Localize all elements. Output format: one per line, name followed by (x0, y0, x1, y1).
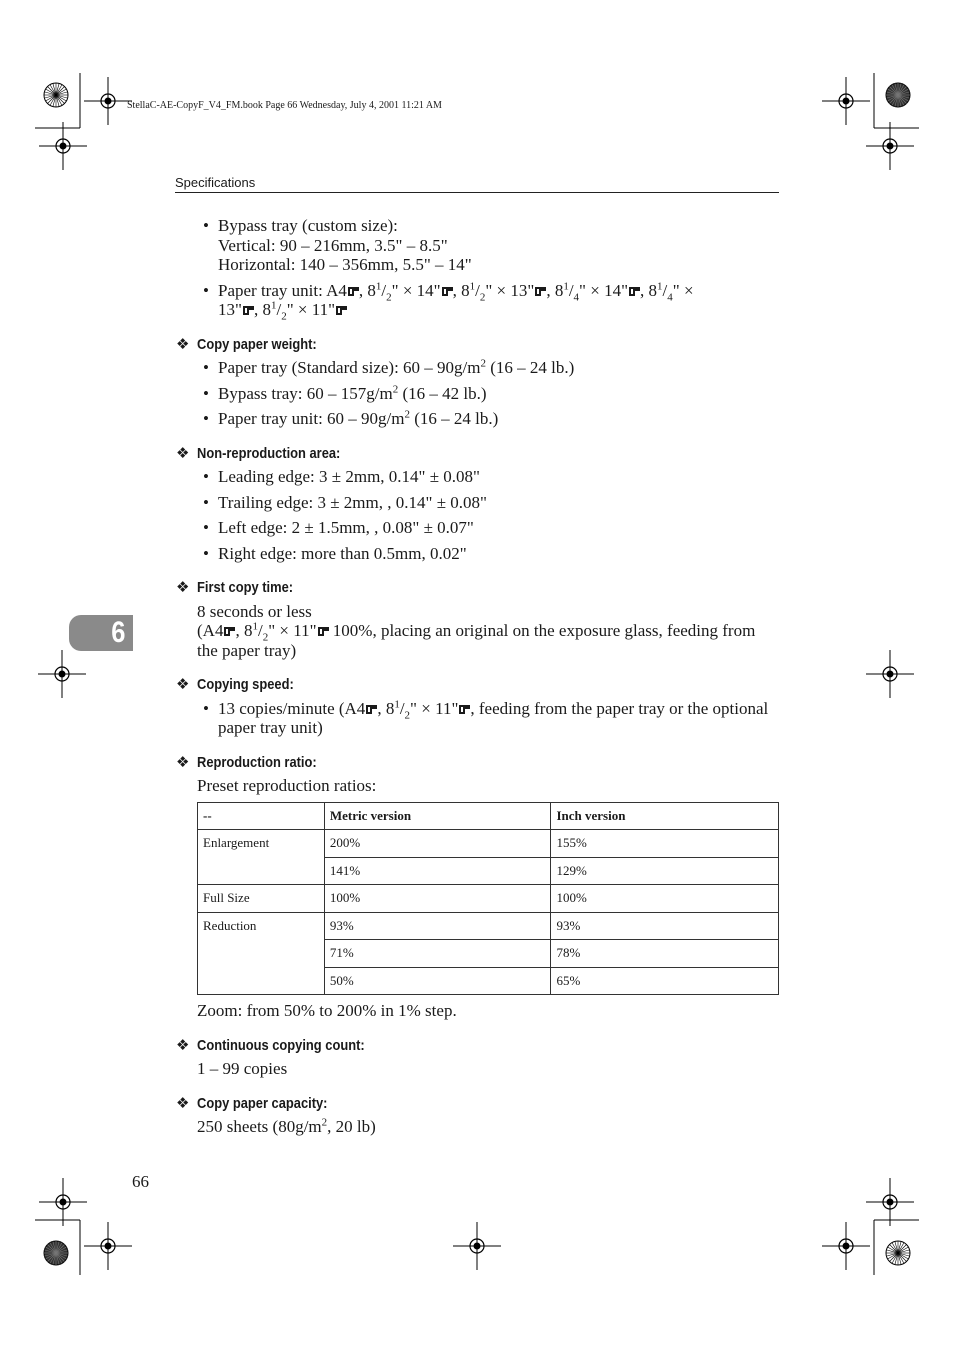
list-item (176, 358, 780, 378)
running-head: Specifications (175, 175, 256, 190)
registration-target-icon (38, 650, 86, 698)
page-content (176, 216, 780, 1137)
registration-target-icon (822, 77, 870, 125)
bypass-tray-title: • Bypass tray (custom size): (218, 216, 398, 235)
reproduction-ratio-table (197, 802, 779, 996)
first-copy-time-note (197, 621, 780, 660)
text: 100%, placing an original on the exposure glass, feeding from the paper tray) (197, 621, 756, 660)
fraction-slash: / (381, 280, 387, 300)
superscript: 2 (480, 357, 486, 370)
section-heading (176, 675, 780, 695)
text: " × 11" (286, 300, 336, 319)
section-title: Copy paper capacity: (197, 1094, 328, 1112)
text: " × 11" (410, 698, 459, 718)
fraction-den: 2 (262, 631, 269, 644)
registration-target-icon (39, 1178, 87, 1226)
table-header-row (198, 802, 779, 830)
text: " × 14" (391, 280, 441, 300)
text: " × 11" (268, 621, 317, 640)
fraction-num: 1 (375, 279, 382, 292)
landscape-paper-icon (629, 287, 640, 296)
fraction-den: 2 (404, 708, 411, 721)
text: 250 sheets (80g/m (197, 1117, 322, 1136)
fraction-den: 2 (479, 290, 486, 303)
list-item (176, 384, 780, 404)
text: " × (672, 280, 694, 300)
fraction-den: 4 (573, 290, 580, 303)
bypass-tray-vertical: Vertical: 90 – 216mm, 3.5" – 8.5" (218, 235, 448, 255)
text: " × 14" (579, 280, 629, 300)
list-item: • Leading edge: 3 ± 2mm, 0.14" ± 0.08" (176, 467, 780, 487)
text: , 8 (452, 280, 470, 300)
text: , 20 lb) (327, 1117, 376, 1136)
superscript: 2 (392, 382, 399, 395)
fraction-den: 2 (386, 290, 392, 303)
fraction-num: 1 (657, 279, 663, 292)
section-heading (176, 1094, 780, 1114)
header-rule (175, 192, 779, 193)
fraction-num: 1 (252, 620, 258, 633)
bypass-tray-horizontal: Horizontal: 140 – 356mm, 5.5" – 14" (218, 255, 472, 274)
metric-cell: 200% (324, 830, 551, 858)
registration-target-icon (822, 1222, 870, 1270)
metric-cell: 141% (324, 857, 551, 885)
list-item (176, 699, 780, 738)
list-item: • Right edge: more than 0.5mm, 0.02" (176, 544, 780, 564)
diamond-bullet-icon: ❖ (176, 1036, 190, 1054)
list-item (176, 216, 780, 275)
registration-target-icon (39, 122, 87, 170)
fraction-den: 2 (281, 310, 287, 323)
text: , 8 (377, 698, 395, 718)
inch-cell: 155% (551, 830, 779, 858)
section-title: Continuous copying count: (197, 1036, 365, 1054)
text: Bypass tray: 60 – 157g/m (218, 383, 393, 403)
section-heading (176, 578, 780, 598)
fraction-slash: / (276, 300, 282, 319)
text: " × 13" (485, 280, 535, 300)
color-bar-starburst-icon (44, 1241, 68, 1265)
landscape-paper-icon (535, 287, 546, 296)
text: Paper tray (Standard size): 60 – 90g/m (218, 358, 481, 377)
diamond-bullet-icon: ❖ (176, 335, 190, 353)
table-row (198, 885, 779, 913)
section-heading (176, 335, 780, 355)
inch-cell: 129% (551, 857, 779, 885)
reproduction-intro: Preset reproduction ratios: (197, 776, 377, 795)
text: , 8 (235, 621, 253, 640)
fraction-den: 4 (667, 290, 673, 303)
inch-cell: 78% (551, 940, 779, 968)
fraction-num: 1 (563, 279, 569, 292)
list-item (176, 279, 780, 323)
continuous-copying-value: 1 – 99 copies (197, 1059, 288, 1078)
first-copy-time-body (176, 602, 780, 661)
landscape-paper-icon (366, 705, 377, 714)
diamond-bullet-icon: ❖ (176, 1094, 190, 1112)
landscape-paper-icon (348, 287, 359, 296)
fraction-num: 1 (394, 697, 400, 710)
section-heading (176, 444, 780, 464)
registration-target-icon (84, 77, 132, 125)
text: (16 – 24 lb.) (410, 409, 499, 428)
fraction-slash: / (399, 698, 405, 718)
section-title: Copy paper weight: (197, 335, 317, 353)
registration-target-icon (84, 1222, 132, 1270)
table-header-cell: Metric version (324, 802, 551, 830)
table-header-cell: Inch version (551, 802, 779, 830)
metric-cell: 50% (324, 967, 551, 995)
registration-target-icon (866, 650, 914, 698)
text: , feeding from the paper tray or the optional paper tray unit) (218, 698, 769, 737)
fraction-slash: / (568, 280, 574, 300)
fraction-slash: / (257, 621, 263, 640)
section-heading (176, 1036, 780, 1056)
registration-target-icon (453, 1222, 501, 1270)
table-row (198, 830, 779, 858)
text: , 8 (546, 280, 564, 300)
text: (16 – 24 lb.) (486, 358, 575, 377)
diamond-bullet-icon: ❖ (176, 579, 190, 596)
page-number: 66 (132, 1172, 149, 1191)
chapter-number: 6 (111, 616, 126, 649)
section-title: Copying speed: (197, 676, 294, 693)
text: (A4 (197, 621, 224, 640)
color-bar-starburst-icon (886, 1241, 910, 1265)
landscape-paper-icon (336, 306, 347, 315)
group-label-cell: Enlargement (198, 830, 325, 885)
text: 13" (218, 300, 242, 319)
chapter-tab (69, 615, 133, 651)
landscape-paper-icon (243, 306, 254, 315)
text: 13 copies/minute (A4 (218, 698, 366, 718)
diamond-bullet-icon: ❖ (176, 753, 190, 771)
list-item: • Left edge: 2 ± 1.5mm, , 0.08" ± 0.07" (176, 518, 780, 538)
metric-cell: 93% (324, 912, 551, 940)
first-copy-time-value: 8 seconds or less (197, 601, 312, 621)
fraction-num: 1 (270, 299, 277, 312)
text: (16 – 42 lb.) (398, 383, 487, 403)
landscape-paper-icon (442, 287, 453, 296)
group-label-cell: Reduction (198, 912, 325, 995)
fraction-slash: / (475, 280, 480, 300)
file-info-line: StellaC-AE-CopyF_V4_FM.book Page 66 Wednesday, July 4, 2001 11:21 AM (127, 100, 442, 111)
copy-paper-weight-list (176, 358, 780, 429)
list-item: • Trailing edge: 3 ± 2mm, , 0.14" ± 0.08" (176, 493, 780, 513)
section-title: Non-reproduction area: (197, 444, 341, 462)
section-title: Reproduction ratio: (197, 753, 317, 771)
text: , 8 (253, 300, 271, 319)
group-label-cell: Full Size (198, 885, 325, 913)
inch-cell: 100% (551, 885, 779, 913)
fraction-num: 1 (469, 279, 476, 292)
text: Paper tray unit: A4 (218, 280, 347, 300)
metric-cell: 71% (324, 940, 551, 968)
diamond-bullet-icon: ❖ (176, 444, 190, 462)
metric-cell: 100% (324, 885, 551, 913)
table-row (198, 912, 779, 940)
inch-cell: 65% (551, 967, 779, 995)
registration-target-icon (866, 122, 914, 170)
inch-cell: 93% (551, 912, 779, 940)
landscape-paper-icon (318, 627, 329, 636)
diamond-bullet-icon: ❖ (176, 676, 190, 693)
superscript: 2 (404, 408, 411, 421)
non-reproduction-list (176, 467, 780, 563)
copy-paper-capacity-value (176, 1117, 780, 1137)
landscape-paper-icon (459, 705, 470, 714)
text: Paper tray unit: 60 – 90g/m (218, 409, 405, 428)
fraction-slash: / (662, 280, 668, 300)
section-title: First copy time: (197, 579, 294, 596)
section-heading (176, 753, 780, 773)
superscript: 2 (321, 1116, 328, 1129)
table-header-cell: -- (198, 802, 325, 830)
list-item (176, 409, 780, 429)
text: , 8 (358, 280, 376, 300)
text: , 8 (640, 280, 658, 300)
copying-speed-list (176, 699, 780, 738)
registration-target-icon (866, 1178, 914, 1226)
zoom-note: Zoom: from 50% to 200% in 1% step. (197, 1001, 457, 1020)
landscape-paper-icon (224, 627, 235, 636)
color-bar-starburst-icon (44, 83, 68, 107)
paper-size-list (176, 216, 780, 323)
color-bar-starburst-icon (886, 83, 910, 107)
